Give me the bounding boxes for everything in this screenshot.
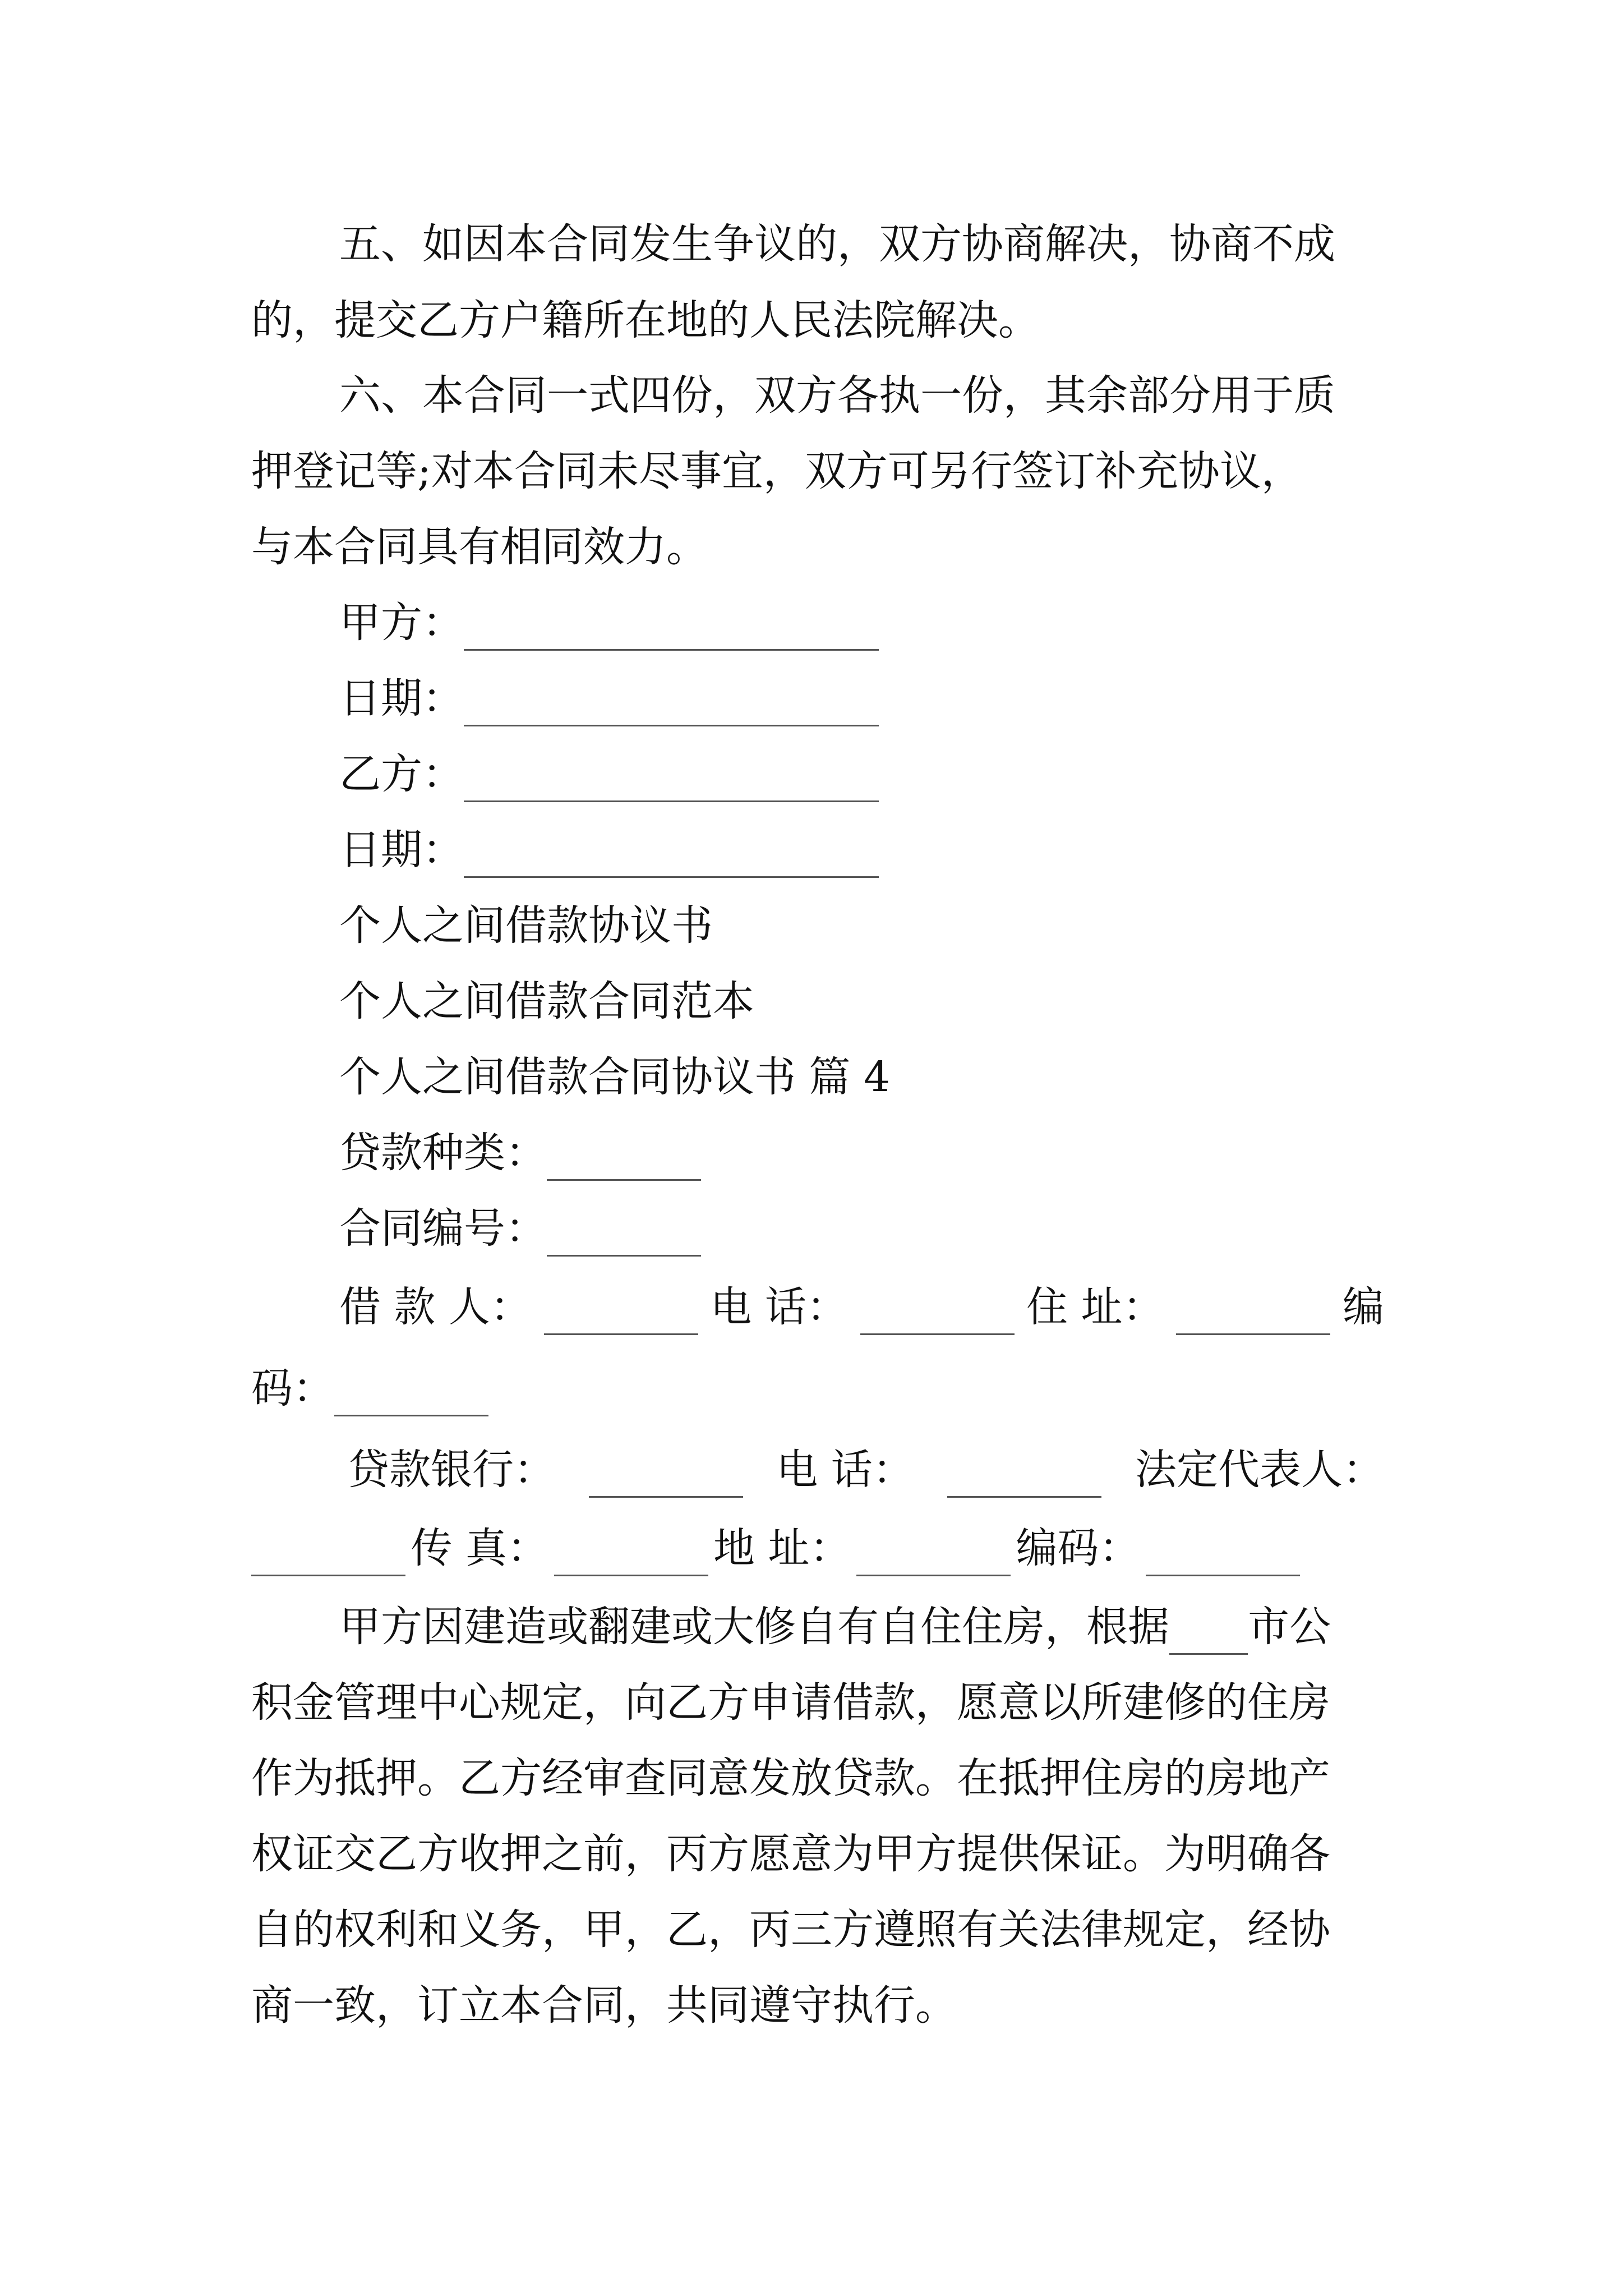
body-line-1-text-b: 市公	[1248, 1603, 1331, 1651]
contract-no-blank[interactable]	[547, 1211, 701, 1257]
heading-3: 个人之间借款合同协议书 篇 4	[339, 1053, 891, 1101]
address-2-label: 地 址：	[713, 1524, 851, 1572]
party-a-blank[interactable]	[464, 605, 879, 651]
legal-rep-blank[interactable]	[251, 1531, 405, 1576]
fax-blank[interactable]	[554, 1531, 708, 1576]
body-paragraph-line-5: 自的权利和义务，甲，乙，丙三方遵照有关法律规定，经协	[251, 1906, 1330, 1954]
body-paragraph-line-2: 积金管理中心规定，向乙方申请借款，愿意以所建修的住房	[251, 1678, 1330, 1727]
clause-6-line-2: 押登记等;对本合同未尽事宜，双方可另行签订补充协议，	[251, 447, 1303, 495]
party-a-label: 甲方：	[339, 599, 464, 647]
phone-2-blank[interactable]	[947, 1452, 1101, 1498]
party-a-signature-row	[339, 595, 1472, 651]
party-b-signature-row	[339, 746, 1472, 802]
loan-type-row	[339, 1125, 1472, 1181]
city-blank[interactable]	[1169, 1609, 1248, 1655]
date-2-label: 日期：	[339, 826, 464, 874]
clause-5-line-2: 的，提交乙方户籍所在地的人民法院解决。	[251, 296, 1040, 344]
fax-label: 传 真：	[411, 1524, 549, 1572]
bank-row	[348, 1442, 1384, 1498]
code-label-part-1: 编	[1342, 1283, 1384, 1331]
phone-blank[interactable]	[860, 1290, 1015, 1335]
address-label: 住 址：	[1026, 1283, 1164, 1331]
address-blank[interactable]	[1176, 1290, 1330, 1335]
date-1-label: 日期：	[339, 674, 464, 723]
date-1-blank[interactable]	[464, 681, 879, 726]
borrower-row	[339, 1279, 1384, 1335]
borrower-label: 借 款 人：	[339, 1283, 532, 1331]
clause-6-line-3: 与本合同具有相同效力。	[251, 523, 708, 571]
bank-blank[interactable]	[589, 1452, 743, 1498]
code-2-label: 编码：	[1016, 1524, 1141, 1572]
loan-type-blank[interactable]	[547, 1135, 701, 1181]
body-paragraph-line-6: 商一致，订立本合同，共同遵守执行。	[251, 1981, 957, 2030]
borrower-blank[interactable]	[544, 1290, 698, 1335]
body-paragraph-line-4: 权证交乙方收押之前，丙方愿意为甲方提供保证。为明确各	[251, 1830, 1330, 1878]
phone-2-label: 电 话：	[776, 1446, 914, 1494]
code-label-part-2: 码：	[251, 1364, 334, 1412]
date-1-signature-row	[339, 670, 1472, 726]
body-paragraph-line-1	[339, 1599, 1472, 1655]
date-2-blank[interactable]	[464, 832, 879, 878]
body-paragraph-line-3: 作为抵押。乙方经审查同意发放贷款。在抵押住房的房地产	[251, 1754, 1330, 1802]
code-row	[251, 1360, 1384, 1416]
clause-5-line-1: 五、如因本合同发生争议的，双方协商解决，协商不成	[339, 220, 1335, 268]
address-2-blank[interactable]	[856, 1531, 1011, 1576]
party-b-label: 乙方：	[339, 750, 464, 798]
heading-1: 个人之间借款协议书	[339, 901, 713, 950]
code-2-blank[interactable]	[1146, 1531, 1300, 1576]
bank-label: 贷款银行：	[348, 1446, 555, 1494]
legal-rep-label: 法定代表人：	[1135, 1446, 1384, 1494]
heading-2: 个人之间借款合同范本	[339, 977, 754, 1025]
clause-6-line-1: 六、本合同一式四份，双方各执一份，其余部分用于质	[339, 371, 1335, 420]
fax-row	[251, 1520, 1300, 1576]
date-2-signature-row	[339, 822, 1472, 878]
body-line-1-text-a: 甲方因建造或翻建或大修自有自住住房，根据	[339, 1603, 1169, 1651]
party-b-blank[interactable]	[464, 757, 879, 802]
loan-type-label: 贷款种类：	[339, 1129, 547, 1177]
phone-label: 电 话：	[710, 1283, 848, 1331]
code-blank[interactable]	[334, 1371, 488, 1416]
contract-no-row	[339, 1200, 1472, 1257]
contract-no-label: 合同编号：	[339, 1204, 547, 1253]
